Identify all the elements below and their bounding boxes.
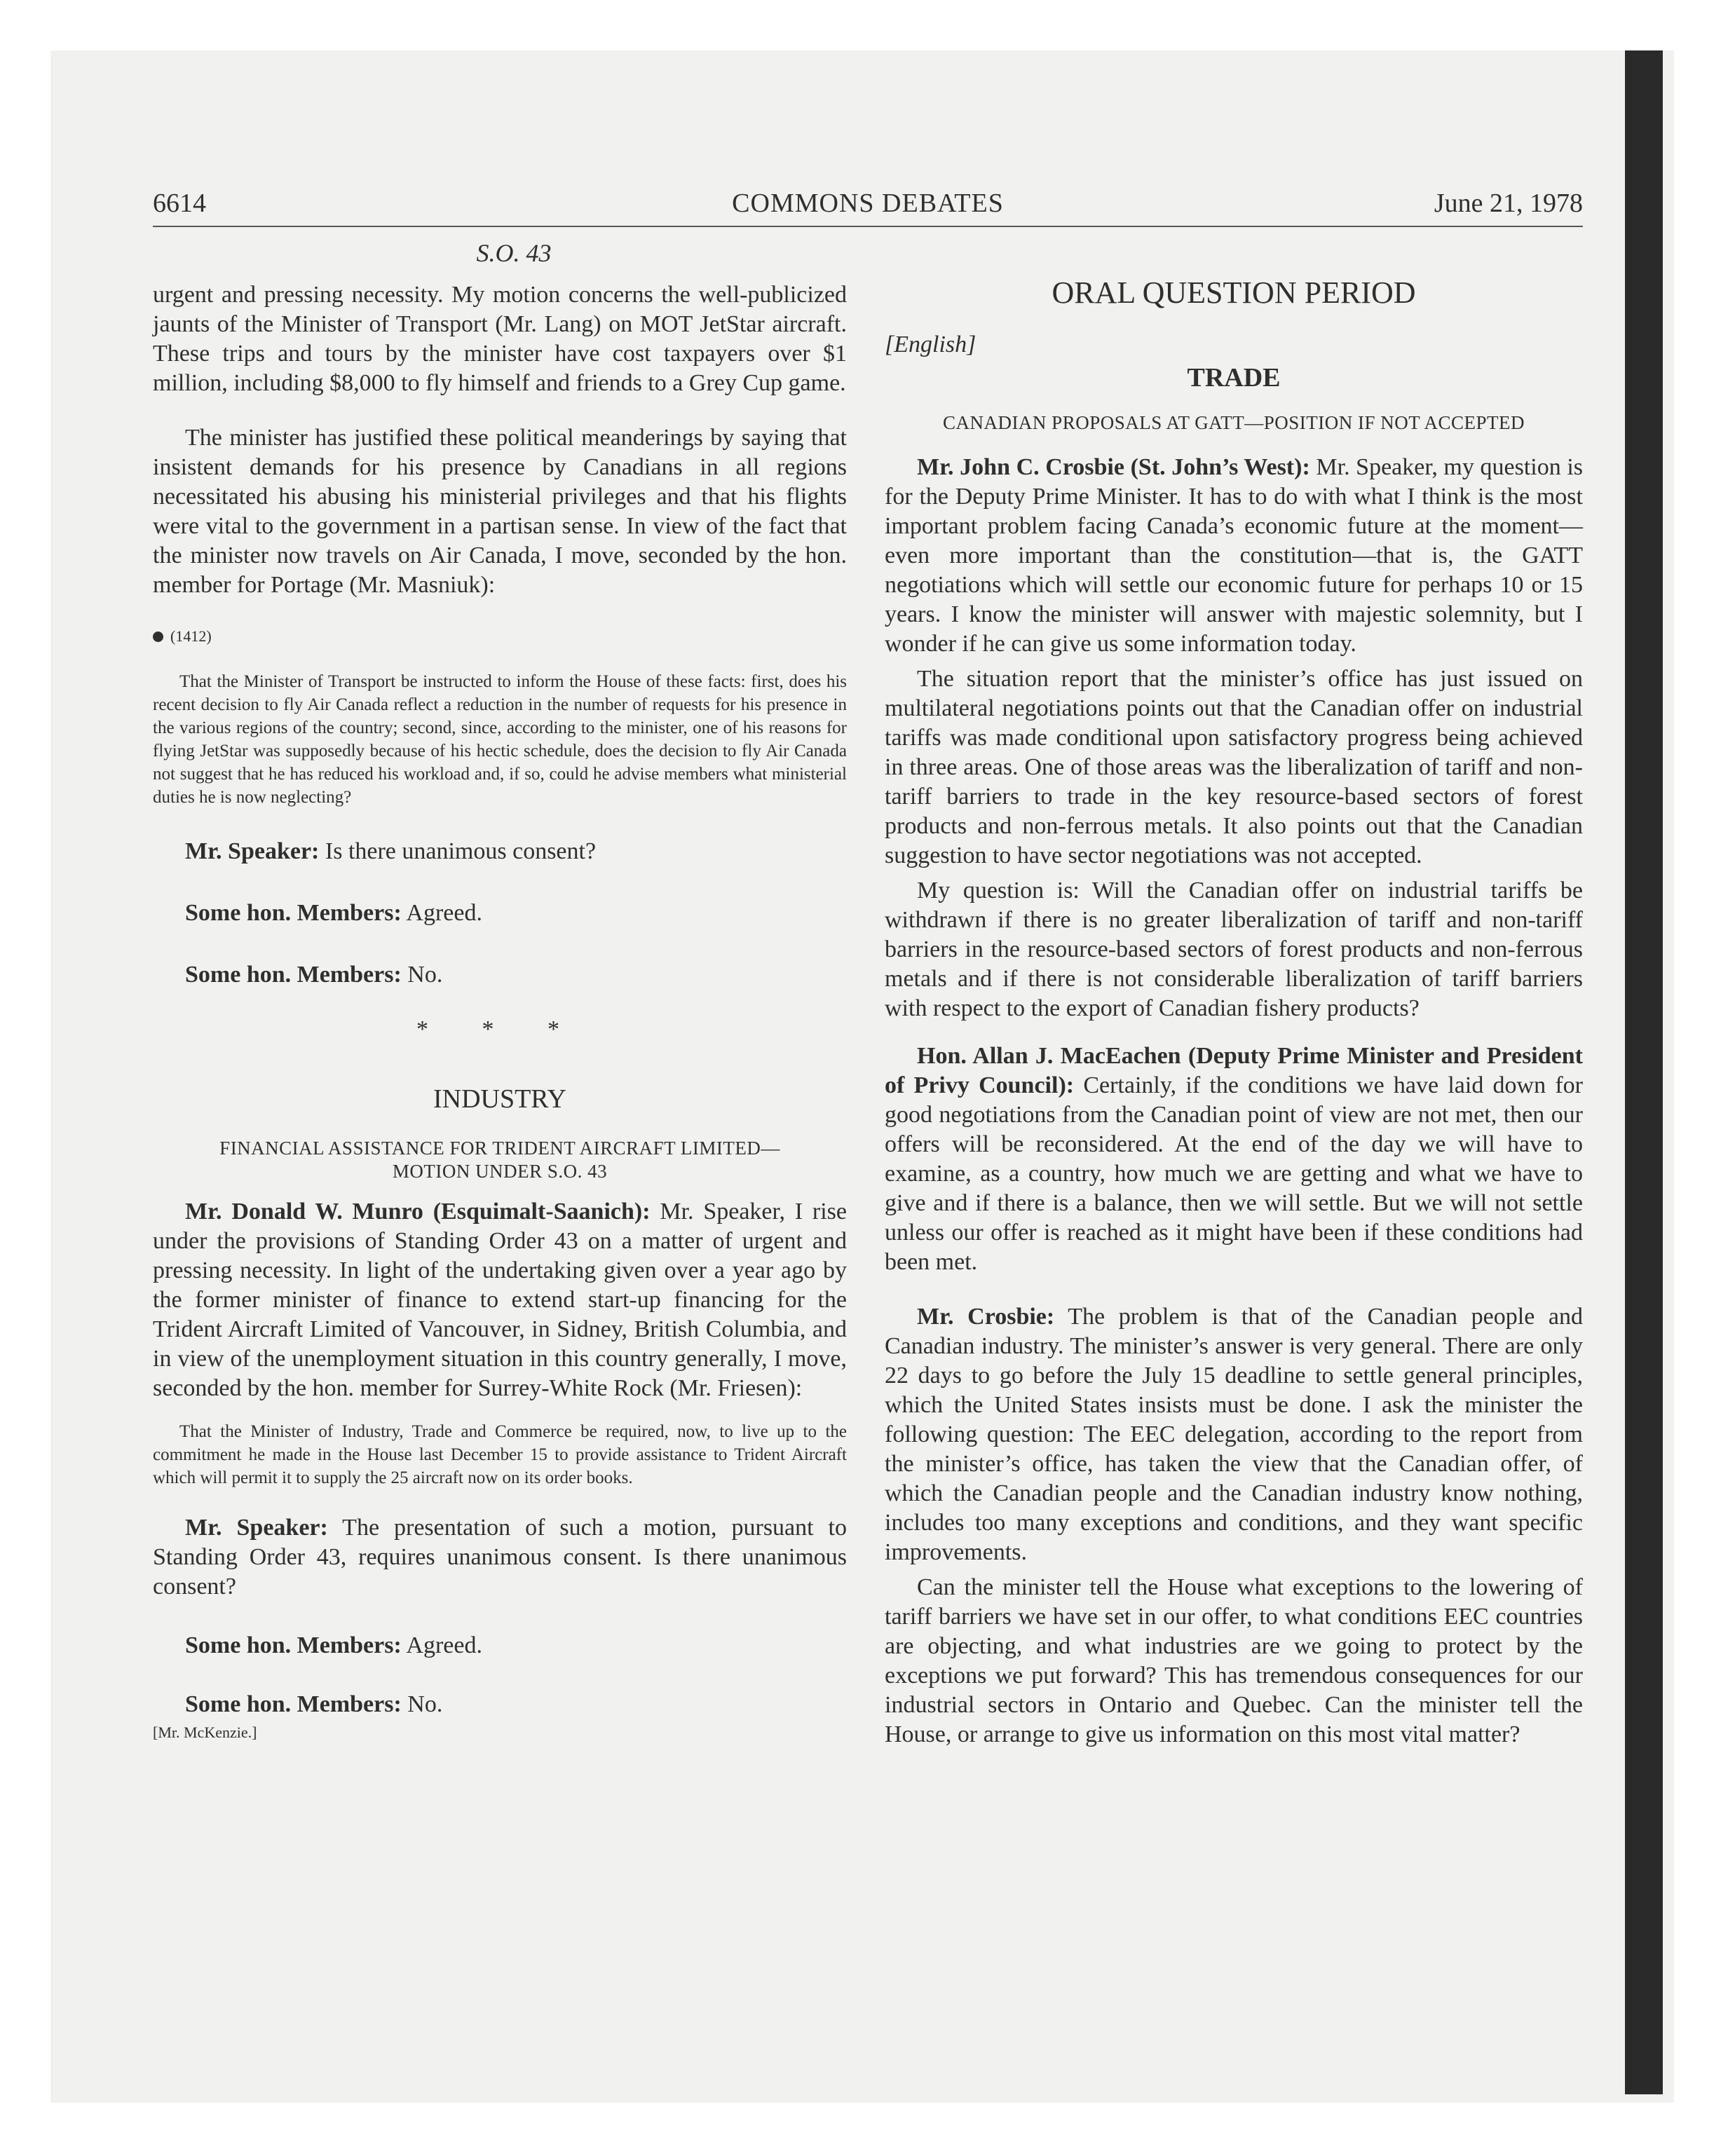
paragraph: Can the minister tell the House what exceptions to the lowering of tariff barriers we have set in our offer, to what conditions EEC countries are objecting, and what industries are we going to protect by the exceptions we put forward? This has tremendous consequences for our industrial sectors in Ontario and Quebec. Can the minister tell the House, or arrange to give us information on this most vital matter? [885,1574,1583,1747]
timestamp-text: (1412) [170,627,212,645]
paragraph: urgent and pressing necessity. My motion concerns the well-publicized jaunts of the Minister of Transport (Mr. Lang) on MOT JetStar aircraft. These trips and tours by the minister have cost taxpayers over $1 million, including $8,000 to fly himself and friends to a Grey Cup game. [153,282,847,396]
section-heading: INDUSTRY [433,1084,567,1114]
scan-edge-bar [1625,50,1663,2094]
speech-text: Is there unanimous consent? [319,838,597,864]
bullet-icon [153,632,163,642]
section-heading-major: ORAL QUESTION PERIOD [1052,275,1416,310]
speaker-name: Some hon. Members: [185,1632,402,1658]
speaker-name: Mr. Speaker: [185,838,320,864]
section-separator: * * * [416,1016,583,1042]
speech-text: Certainly, if the conditions we have laid down for good negotiations from the Canadian point of view are not met, then our offers will be reconsidered. At the end of the day we will have to examine, as a country, how much we are getting and what we have to give and if there is a balance, then we will settle. But we will not settle unless our offer is reached as it might have been if these conditions had been met. [885,1072,1583,1275]
page-header [153,188,1583,227]
speech-text: No. [401,962,443,988]
exchange [153,1690,847,1719]
subheading-line: FINANCIAL ASSISTANCE FOR TRIDENT AIRCRAFT LIMITED— [219,1138,780,1159]
speech-text: The presentation of such a motion, pursuant to Standing Order 43, requires unanimous consent. Is there unanimous consent? [153,1515,847,1599]
paragraph: My question is: Will the Canadian offer on industrial tariffs be withdrawn if there is no greater liberalization of tariff and non-tariff barriers in the resource-based sectors of forest products and non-ferrous metals and if there is not considerable liberalization of tariff barriers with respect to the export of Canadian fishery products? [885,878,1583,1021]
speaker-name: Mr. Speaker: [185,1515,328,1541]
speech [153,1513,847,1602]
speech-text: Mr. Speaker, my question is for the Deputy Prime Minister. It has to do with what I think is the most important problem facing Canada’s economic future at the moment—even more important than the constitution—that is, the GATT negotiations which will settle our economic future for perhaps 10 or 15 years. I know the minister will answer with majestic solemnity, but I wonder if he can give us some information today. [885,454,1583,657]
subheading-line: MOTION UNDER S.O. 43 [392,1161,608,1182]
motion-text: That the Minister of Industry, Trade and Commerce be required, now, to live up to the commitment he made in the House last December 15 to provide assistance to Trident Aircraft which will permit it to supply the 25 aircraft now on its order books. [153,1422,847,1487]
page-date: June 21, 1978 [1434,189,1583,218]
left-column [153,238,847,1742]
page-number: 6614 [153,189,206,218]
so-heading: S.O. 43 [476,239,552,267]
speech-text: Agreed. [401,1632,482,1658]
exchange [153,899,847,928]
speaker-name: Hon. Allan J. MacEachen (Deputy Prime Minister and President of Privy Council): [885,1043,1583,1098]
exchange [153,837,847,866]
speech [885,453,1583,659]
subheading-line: CANADIAN PROPOSALS AT GATT—POSITION IF NOT ACCEPTED [942,412,1525,433]
speech [885,1042,1583,1277]
section-heading: TRADE [1187,363,1281,393]
paragraph: The situation report that the minister’s office has just issued on multilateral negotiations points out that the Canadian offer on industrial tariffs was made conditional upon satisfactory progress being achieved in three areas. One of those areas was the liberalization of tariff and non-tariff barriers to trade in the key resource-based sectors of forest products and non-ferrous metals. It also points out that the Canadian suggestion to have sector negotiations was not accepted. [885,666,1583,868]
speech [153,1197,847,1403]
speaker-name: Mr. Crosbie: [917,1304,1055,1330]
speech-text: Agreed. [401,900,482,926]
speaker-name: Some hon. Members: [185,900,402,926]
paragraph: The minister has justified these political meanderings by saying that insistent demands for his presence by Canadians in all regions necessitated his abusing his ministerial privileges and that his flights were vital to the government in a partisan sense. In view of the fact that the minister now travels on Air Canada, I move, seconded by the hon. member for Portage (Mr. Masniuk): [153,425,847,598]
speech-text: The problem is that of the Canadian people and Canadian industry. The minister’s answer is very general. There are only 22 days to go before the July 15 deadline to settle general principles, which the United States insists must be done. I ask the minister the following question: The EEC delegation, according to the report from the minister’s office, has taken the view that the Canadian offer, of which the Canadian people and the Canadian industry know nothing, includes too many exceptions and conditions, and they want specific improvements. [885,1304,1584,1565]
speaker-name: Some hon. Members: [185,962,402,988]
exchange [153,960,847,990]
speech-text: Mr. Speaker, I rise under the provisions of Standing Order 43 on a matter of urgent and pressing necessity. In light of the undertaking given over a year ago by the former minister of finance to extend start-up financing for the Trident Aircraft Limited of Vancouver, in Sidney, British Columbia, and in view of the unemployment situation in this country generally, I move, seconded by the hon. member for Surrey-White Rock (Mr. Friesen): [153,1199,847,1401]
language-tag: [English] [885,332,977,357]
speaker-name: Mr. Donald W. Munro (Esquimalt-Saanich): [185,1199,651,1224]
timestamp [153,627,847,646]
motion-text: That the Minister of Transport be instructed to inform the House of these facts: first, does his recent decision to fly Air Canada reflect a reduction in the number of requests for his presence in the various regions of the country; second, since, according to the minister, one of his reasons for flying JetStar was supposedly because of his hectic schedule, does the decision to fly Air Canada not suggest that he has reduced his workload and, if so, could he advise members what ministerial duties he is now neglecting? [153,672,847,807]
speaker-name: Some hon. Members: [185,1691,402,1717]
speaker-name: Mr. John C. Crosbie (St. John’s West): [917,454,1310,480]
speech-text: No. [401,1691,443,1717]
speech [885,1302,1583,1567]
exchange [153,1631,847,1660]
header-rule [153,226,1583,227]
publication-title: COMMONS DEBATES [732,189,1004,218]
footer-note: [Mr. McKenzie.] [153,1724,257,1741]
right-column [885,238,1583,1749]
